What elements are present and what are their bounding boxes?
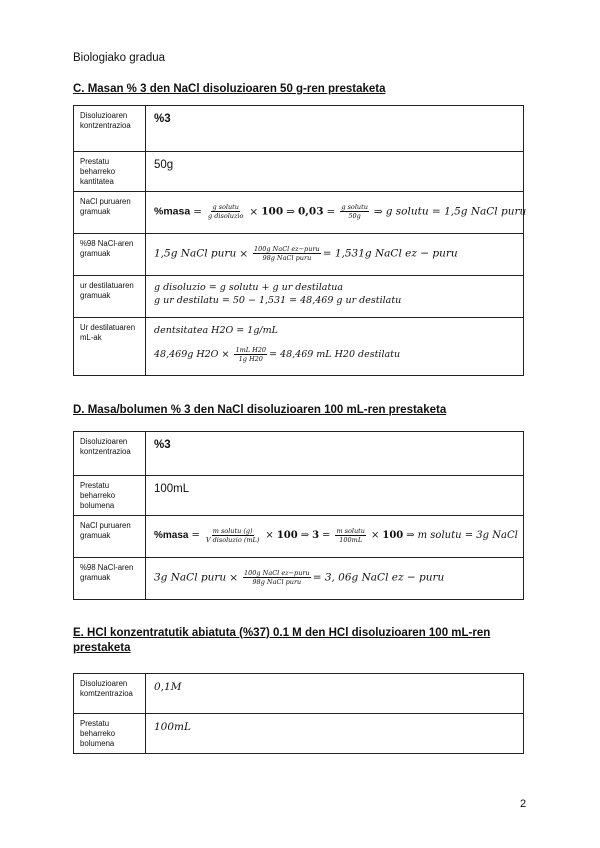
equation-cell: g disoluzio = g solutu + g ur destilatua g ur destilatu = 50 − 1,531 = 48,469 g ur destilatu (146, 276, 524, 318)
section-c-title: C. Masan % 3 den NaCl disoluzioaren 50 g-ren prestaketa (73, 83, 386, 95)
row-label: Disoluzioaren kontzentrazioa (74, 432, 146, 476)
row-label: NaCl puruaren gramuak (74, 516, 146, 558)
concentration-value: %3 (154, 439, 171, 451)
section-c-table (73, 105, 527, 376)
table-row (74, 318, 524, 376)
equation-cell: 3g NaCl puru × $\frac{\text{100g NaCl ez−puru}}{\text{98g NaCl puru}}$ = 3, 06g NaCl ez − puru (146, 558, 524, 600)
table-row (74, 432, 524, 476)
concentration-value: 0,1M (154, 681, 182, 693)
row-label: %98 NaCl-aren gramuak (74, 558, 146, 600)
page-number: 2 (520, 798, 527, 810)
section-e-title: E. HCl konzentratutik abiatuta (%37) 0.1 M den HCl disoluzioaren 100 mL-ren prestaketa (73, 627, 491, 654)
row-label: Disoluzioaren kontzentrazioa (74, 106, 146, 152)
concentration-value: %3 (154, 113, 171, 125)
page-header: Biologiako gradua (73, 52, 166, 64)
row-label: %98 NaCl-aren gramuak (74, 234, 146, 276)
table-row (74, 234, 524, 276)
table-row (74, 558, 524, 600)
quantity-value: 50g (154, 159, 174, 171)
table-row (74, 674, 524, 714)
volume-value: 100mL (154, 721, 191, 733)
table-row (74, 516, 524, 558)
row-label: NaCl puruaren gramuak (74, 192, 146, 234)
equation-cell: dentsitatea H2O = 1g/mL 48,469g H2O × $\frac{\text{1mL H20}}{\text{1g H20}}$ = 48,469 mL H20 destilatu (146, 318, 524, 376)
table-row (74, 192, 524, 234)
row-label: Ur destilatuaren mL-ak (74, 318, 146, 376)
table-row (74, 152, 524, 192)
section-e-table (73, 673, 524, 754)
table-row (74, 106, 524, 152)
row-label: Prestatu beharreko bolumena (74, 714, 146, 754)
table-row (74, 276, 524, 318)
equation-cell: %masa = $\frac{\text{g solutu}}{\text{g disoluzio}}$ × 100 ⇒ 0,03 = $\frac{\text{g solutu}}{50g}$ ⇒ g solutu = 1,5g NaCl puru (146, 192, 524, 234)
row-label: Prestatu beharreko kantitatea (74, 152, 146, 192)
equation-cell: 1,5g NaCl puru × $\frac{\text{100g NaCl ez−puru}}{\text{98g NaCl puru}}$ = 1,531g NaCl ez − puru (146, 234, 524, 276)
volume-value: 100mL (154, 483, 190, 495)
table-row (74, 714, 524, 754)
row-label: ur destilatuaren gramuak (74, 276, 146, 318)
equation-cell: %masa = $\frac{\text{m solutu (g)}}{\text{V disoluzio (mL)}}$ × 100 ⇒ 3 = $\frac{\text{m solutu}}{100mL}$ × 100 ⇒ m solutu = 3g NaCl (146, 516, 524, 558)
table-row (74, 476, 524, 516)
section-d-table (73, 431, 524, 600)
row-label: Disoluzioaren komtzentrazioa (74, 674, 146, 714)
section-d-title: D. Masa/bolumen % 3 den NaCl disoluzioaren 100 mL-ren prestaketa (73, 404, 447, 416)
row-label: Prestatu beharreko bolumena (74, 476, 146, 516)
